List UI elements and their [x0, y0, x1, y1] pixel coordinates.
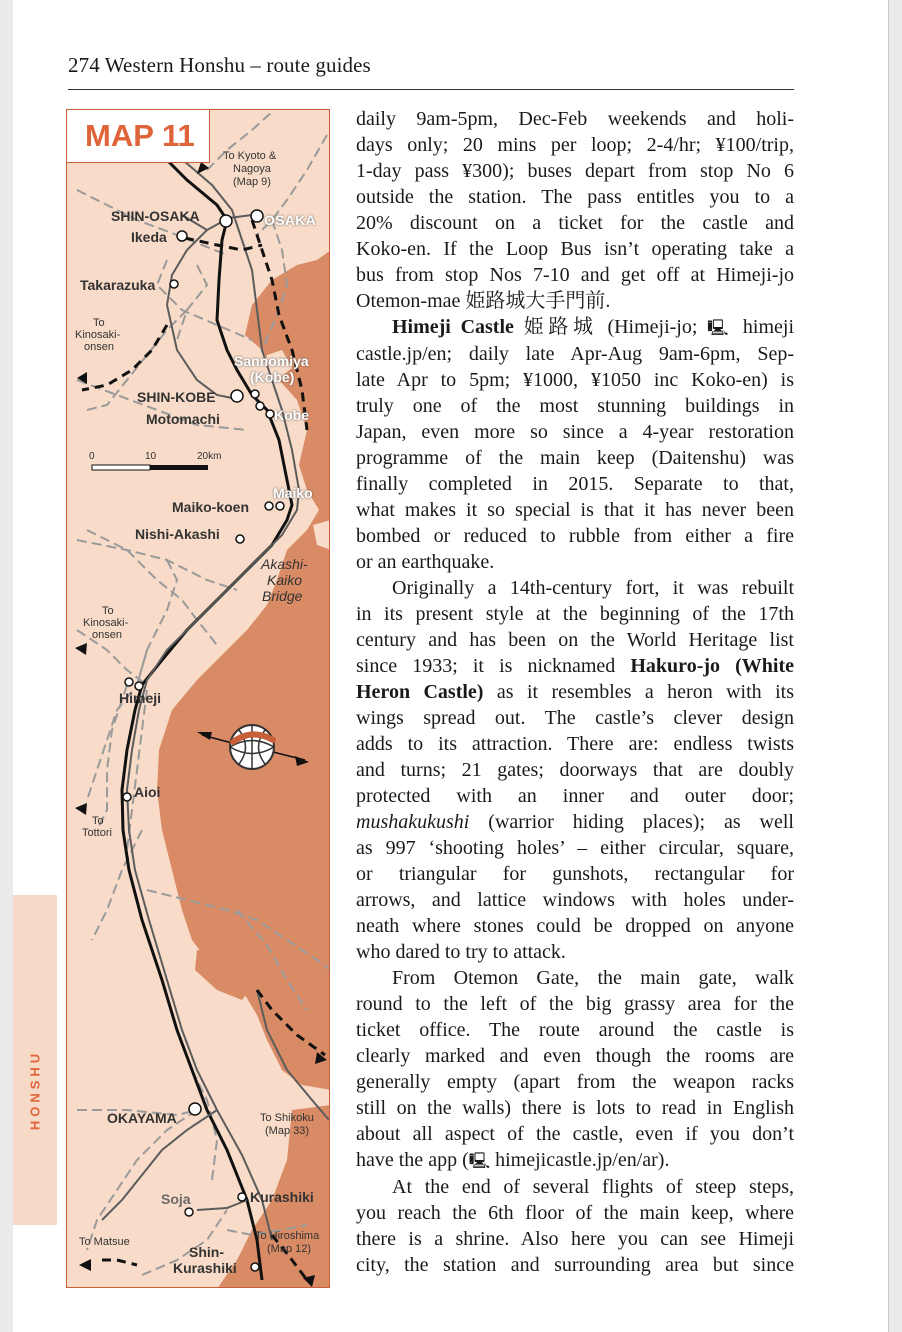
scale-label-0: 0 [89, 451, 95, 462]
paragraph-route [356, 965, 794, 1174]
text-line: From Otemon Gate, the main gate, walk [392, 967, 794, 989]
text-line: or triangular for gunshots, rectangular for [356, 863, 794, 885]
label-onsen-2: onsen [92, 629, 122, 641]
label-map33: (Map 33) [265, 1125, 310, 1137]
station-sannomiya [251, 390, 259, 398]
scale-label-20: 20km [197, 451, 222, 462]
label-to-shikoku: To Shikoku [260, 1112, 314, 1124]
label-nagoya: Nagoya [233, 163, 271, 175]
station-takarazuka [170, 280, 178, 288]
text-line: Originally a 14th-century fort, it was rebuilt [392, 577, 794, 599]
label-aioi: Aioi [134, 784, 161, 800]
label-kobe-paren: (Kobe) [250, 369, 295, 385]
label-kinosaki-1: Kinosaki- [75, 329, 121, 341]
text-line: there is a shrine. Also here you can see Himeji [356, 1228, 794, 1250]
label-to-kyoto: To Kyoto & [223, 150, 277, 162]
station-shin-kobe [231, 390, 243, 402]
station-motomachi [256, 402, 264, 410]
text-line: adds to its attraction. There are: endless twists [356, 733, 794, 755]
station-soja [185, 1208, 193, 1216]
scale-bar [92, 465, 208, 470]
station-kurashiki [238, 1193, 246, 1201]
text-line: and turns; 21 gates; doorways that are doubly [356, 759, 794, 781]
text-line: neath where stones could be dropped on anyone [356, 915, 794, 937]
text-line: Heron Castle) as it resembles a heron with its [356, 681, 794, 703]
text-line: as 997 ‘shooting holes’ – either circular, square, [356, 837, 794, 859]
station-okayama [189, 1103, 201, 1115]
text-line: mushakukushi (warrior hiding places); as well [356, 811, 794, 833]
label-map12: (Map 12) [267, 1243, 312, 1255]
label-nishi-akashi: Nishi-Akashi [135, 526, 220, 542]
label-kaiko: Kaiko [267, 572, 303, 588]
text-line: since 1933; it is nicknamed Hakuro-jo (White [356, 655, 794, 677]
text-line: castle.jp/en; daily late Apr-Aug 9am-6pm, Sep- [356, 343, 794, 365]
text-line: protected with an inner and outer door; [356, 785, 794, 807]
text-line: Japan, even more so since a 4-year restoration [356, 421, 794, 443]
castle-heading: Himeji Castle [392, 316, 514, 338]
text-line: you reach the 6th floor of the main keep, where [356, 1202, 794, 1224]
label-sannomiya: Sannomiya [234, 353, 309, 369]
label-to-1: To [93, 317, 105, 329]
text-line: or an earthquake. [356, 551, 495, 573]
label-kobe: Kobe [274, 407, 309, 423]
label-bridge: Bridge [262, 588, 303, 604]
station-maiko [276, 502, 284, 510]
text-line: in its present style at the beginning of the 17th [356, 603, 794, 625]
text-line: still on the walls) there is lots to read in English [356, 1097, 794, 1119]
station-nishi-akashi [236, 535, 244, 543]
label-maiko-koen: Maiko-koen [172, 499, 250, 515]
text-line: late Apr to 5pm; ¥1000, ¥1050 inc Koko-en) is [356, 369, 794, 391]
label-tottori: Tottori [82, 827, 112, 839]
paragraph-history [356, 575, 794, 965]
paragraph-himeji-castle [356, 314, 794, 575]
text-line: have the app (🖳 himejicastle.jp/en/ar). [356, 1149, 670, 1171]
label-shin-kobe: SHIN-KOBE [137, 389, 216, 405]
text-line: daily 9am-5pm, Dec-Feb weekends and holi- [356, 108, 794, 130]
label-motomachi: Motomachi [146, 411, 220, 427]
paragraph-bus-info [356, 106, 794, 314]
text-line: Koko-en. If the Loop Bus isn’t operating take a [356, 238, 794, 260]
text-line: bus from stop Nos 7-10 and get off at Himeji-jo [356, 264, 794, 286]
text-line: programme of the main keep (Daitenshu) was [356, 447, 794, 469]
station-ikeda [177, 231, 187, 241]
label-kurashiki: Kurashiki [250, 1189, 314, 1205]
computer-icon: 🖳 [468, 1151, 491, 1170]
text-line: days only; 20 mins per loop; 2-4/hr; ¥100/trip, [356, 134, 794, 156]
text-line: bombed or reduced to rubble from either a fire [356, 525, 794, 547]
header-title: Western Honshu – route guides [104, 53, 371, 77]
book-page [13, 0, 889, 1332]
label-kurashiki-2: Kurashiki [173, 1260, 237, 1276]
text-line: what makes it so special is that it has never been [356, 499, 794, 521]
text-line: wings spread out. The castle’s clever design [356, 707, 794, 729]
text-line: truly one of the most stunning buildings in [356, 395, 794, 417]
label-shin: Shin- [189, 1244, 224, 1260]
body-text [356, 106, 794, 1278]
station-shin-kurashiki [251, 1263, 259, 1271]
text-line: round to the left of the big grassy area for the [356, 993, 794, 1015]
text-line: arrows, and lattice windows with holes under- [356, 889, 794, 911]
route-map [66, 109, 330, 1288]
text-line: outside the station. The pass entitles you to a [356, 186, 794, 208]
station-shin-osaka [220, 215, 232, 227]
text-line: finally completed in 2015. Separate to that, [356, 473, 794, 495]
text-line: generally empty (apart from the weapon racks [356, 1071, 794, 1093]
station-himeji-a [125, 678, 133, 686]
label-to-matsue: To Matsue [79, 1236, 130, 1248]
station-osaka [251, 210, 263, 222]
text-line: about all aspect of the castle, even if you don’t [356, 1123, 794, 1145]
label-akashi: Akashi- [261, 556, 308, 572]
text-line: century and has been on the World Heritage list [356, 629, 794, 651]
text-line: ticket office. The route around the castle is [356, 1019, 794, 1041]
label-map9: (Map 9) [233, 176, 271, 188]
label-okayama: OKAYAMA [107, 1110, 177, 1126]
text-line: who dared to try to attack. [356, 941, 566, 963]
text-line: city, the station and surrounding area but since [356, 1254, 794, 1276]
text-line: 1-day pass ¥300); buses depart from stop No 6 [356, 160, 794, 182]
scale-label-10: 10 [145, 451, 157, 462]
running-header [68, 53, 371, 78]
station-aioi [123, 793, 131, 801]
label-maiko: Maiko [273, 485, 313, 501]
label-kinosaki-2: Kinosaki- [83, 617, 129, 629]
label-onsen-1: onsen [84, 341, 114, 353]
label-shin-osaka: SHIN-OSAKA [111, 208, 200, 224]
side-tab-label: HONSHU [27, 1049, 43, 1131]
label-osaka: OSAKA [264, 212, 317, 228]
header-rule [68, 89, 794, 90]
computer-icon: 🖳 [707, 318, 734, 337]
station-kobe [266, 410, 274, 418]
text-line: Otemon-mae 姫路城大手門前. [356, 290, 611, 312]
station-maiko-koen [265, 502, 273, 510]
map-title-box [67, 110, 210, 163]
label-soja: Soja [161, 1191, 191, 1207]
text-line: clearly marked and even though the rooms are [356, 1045, 794, 1067]
station-himeji-b [135, 682, 143, 690]
label-to-2: To [102, 605, 114, 617]
map-title: MAP 11 [85, 118, 195, 153]
text-line: At the end of several flights of steep steps, [392, 1176, 794, 1198]
label-takarazuka: Takarazuka [80, 277, 156, 293]
label-himeji: Himeji [119, 690, 162, 706]
page-edge [888, 0, 889, 1332]
page-number: 274 [68, 53, 100, 77]
label-to-hiroshima: To Hiroshima [255, 1230, 320, 1242]
label-ikeda: Ikeda [131, 229, 167, 245]
text-line: 20% discount on a ticket for the castle and [356, 212, 794, 234]
label-to-3: To [92, 815, 104, 827]
text-line: Himeji Castle 姫路城 (Himeji-jo; 🖳 himeji [392, 316, 795, 338]
paragraph-keep [356, 1174, 794, 1278]
